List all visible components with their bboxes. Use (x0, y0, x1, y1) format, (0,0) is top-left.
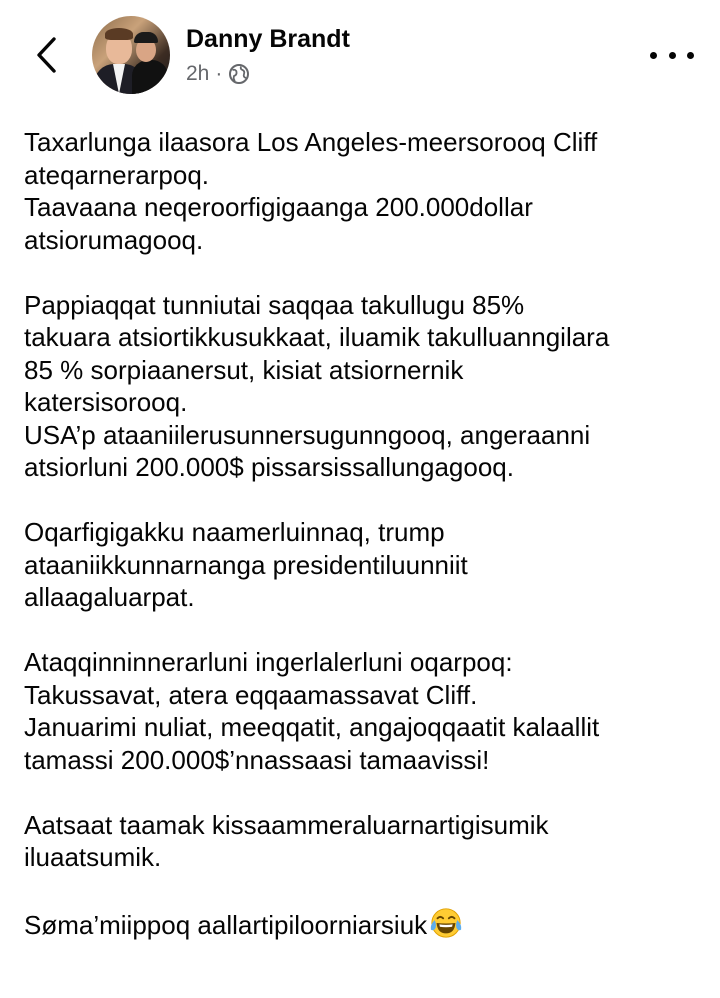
post-text-line: ateqarnerarpoq. (24, 159, 210, 190)
tears-of-joy-emoji (429, 906, 463, 940)
post-text-line: 85 % sorpiaanersut, kisiat atsiornernik (24, 354, 464, 385)
post-text-line: ataaniikkunnarnanga presidentiluunniit (24, 549, 468, 580)
post-text-line: atsiorumagooq. (24, 224, 204, 255)
post-timestamp[interactable]: 2h (186, 62, 210, 85)
post-text-line: Søma’miippoq aallartipiloorniarsiuk (24, 906, 714, 939)
post-header (0, 0, 720, 110)
more-dot-icon (650, 52, 657, 59)
post-paragraph (24, 646, 714, 776)
globe-icon[interactable] (228, 63, 250, 85)
post-paragraph (24, 126, 714, 256)
post-text-line: Januarimi nuliat, meeqqatit, angajoqqaatit kalaallit (24, 712, 600, 742)
post-text-line: Taxarlunga ilaasora Los Angeles-meersorooq Cliff (24, 127, 598, 157)
post-text-line: takuara atsiortikkusukkaat, iluamik takulluanngilara (24, 322, 610, 352)
post-menu-button[interactable] (650, 40, 694, 70)
post-paragraph (24, 906, 714, 939)
paragraph-spacer (24, 614, 714, 647)
post-text-line: Oqarfigigakku naamerluinnaq, trump (24, 517, 445, 547)
post-text-line: USA’p ataaniilerusunnersugunngooq, angeraanni (24, 419, 591, 450)
post-text-line: Aatsaat taamak kissaammeraluarnartigisumik (24, 809, 549, 840)
paragraph-spacer (24, 874, 714, 907)
more-dot-icon (687, 52, 694, 59)
more-dot-icon (669, 52, 676, 59)
post-text-line: tamassi 200.000$’nnassaasi tamaavissi! (24, 744, 490, 775)
author-name[interactable]: Danny Brandt (186, 25, 350, 53)
post-paragraph (24, 516, 714, 614)
post-text (24, 126, 714, 939)
post-text-line: iluaatsumik. (24, 842, 162, 872)
back-button[interactable] (26, 30, 66, 80)
paragraph-spacer (24, 484, 714, 517)
post-meta (186, 61, 250, 87)
post-text-line: katersisorooq. (24, 387, 188, 417)
post-text-line: Pappiaqqat tunniutai saqqaa takullugu 85% (24, 289, 525, 320)
paragraph-spacer (24, 256, 714, 289)
meta-separator: · (215, 62, 223, 85)
post-text-line: Taavaana neqeroorfigigaanga 200.000dollar (24, 192, 533, 222)
post-text-line: Ataqqinninnerarluni ingerlalerluni oqarpoq: (24, 647, 513, 677)
post-paragraph (24, 289, 714, 484)
post-paragraph (24, 809, 714, 874)
chevron-left-icon (35, 36, 57, 74)
post-text-line: atsiorluni 200.000$ pissarsissallungagooq. (24, 452, 514, 482)
post-text-line: allaagaluarpat. (24, 582, 195, 612)
post-text-line: Takussavat, atera eqqaamassavat Cliff. (24, 679, 478, 710)
paragraph-spacer (24, 776, 714, 809)
avatar[interactable] (92, 16, 170, 94)
